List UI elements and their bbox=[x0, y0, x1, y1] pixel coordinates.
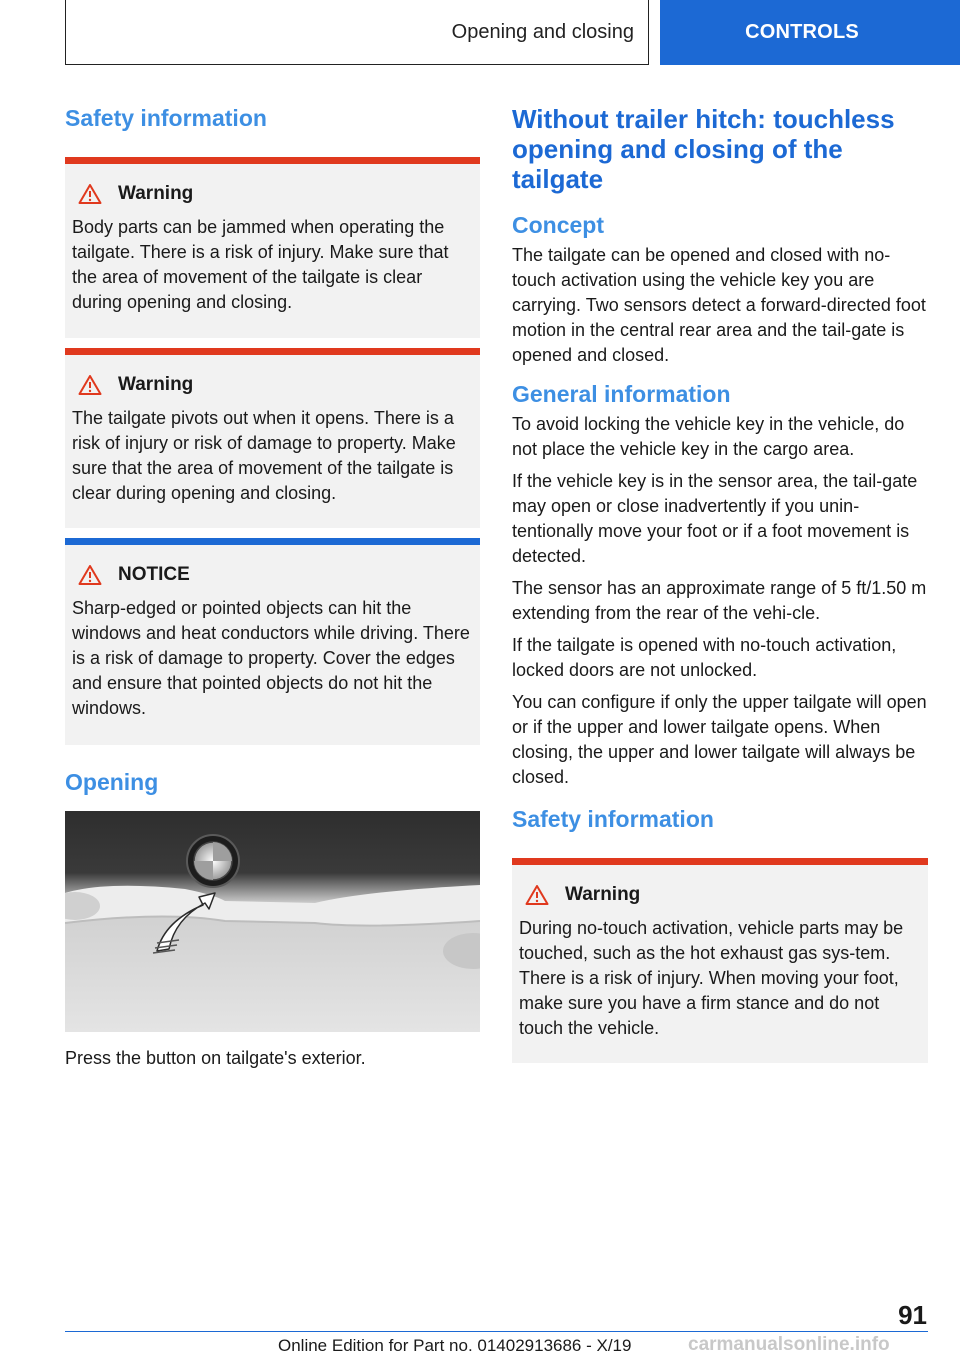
header-chapter-tab bbox=[660, 0, 960, 65]
opening-heading: Opening bbox=[65, 769, 159, 795]
footer-edition: Online Edition for Part no. 01402913686 - X/19 bbox=[278, 1336, 632, 1355]
figure-caption: Press the button on tailgate's exterior. bbox=[65, 1048, 366, 1068]
warning-box-text: Body parts can be jammed when operating the tailgate. There is a risk of injury. Make sure that the area of movement of the tailgate is clear during opening and closing. bbox=[72, 217, 449, 312]
warning-box-label: Warning bbox=[118, 374, 194, 395]
general-paragraph: If the tailgate is opened with no-touch activation, locked doors are not unlocked. bbox=[512, 635, 897, 680]
footer-divider bbox=[65, 1331, 928, 1332]
general-paragraph: You can configure if only the upper tailgate will open or if the upper and lower tailgate opens. When closing, the upper and lower tailgate will always be closed. bbox=[512, 692, 927, 787]
safety-information-heading: Safety information bbox=[512, 806, 714, 832]
warning-triangle-icon bbox=[525, 884, 549, 906]
header-section-title: Opening and closing bbox=[451, 20, 634, 43]
warning-box-title bbox=[72, 177, 473, 211]
warning-box-text: The tailgate pivots out when it opens. There is a risk of injury or risk of damage to property. Make sure that the area of movement of the tailgate is clear during opening and closing. bbox=[72, 408, 456, 503]
notice-box-bar bbox=[65, 538, 480, 545]
warning-triangle-icon bbox=[78, 374, 102, 396]
warning-box bbox=[65, 348, 480, 528]
notice-box-label: NOTICE bbox=[118, 564, 190, 585]
header-section-tab bbox=[65, 0, 649, 65]
warning-box-title bbox=[519, 878, 921, 912]
right-column bbox=[512, 100, 928, 1063]
left-column bbox=[65, 100, 480, 1071]
header-chapter-title: CONTROLS bbox=[745, 21, 859, 43]
concept-heading: Concept bbox=[512, 212, 604, 238]
warning-box-bar bbox=[65, 157, 480, 164]
warning-box bbox=[512, 858, 928, 1063]
general-paragraph: If the vehicle key is in the sensor area, the tail-gate may open or close inadvertently if you unin-tentionally move your foot or if a foot movement is detected. bbox=[512, 471, 918, 566]
touchless-opening-heading: Without trailer hitch: touchless opening and closing of the tailgate bbox=[512, 104, 895, 194]
general-paragraph: The sensor has an approximate range of 5 ft/1.50 m extending from the rear of the vehi-cle. bbox=[512, 578, 927, 623]
warning-box-text: During no-touch activation, vehicle parts may be touched, such as the hot exhaust gas sys-tem. There is a risk of injury. When moving your foot, make sure you have a firm stance and do not touch the vehicle. bbox=[519, 918, 904, 1038]
notice-box bbox=[65, 538, 480, 745]
warning-box bbox=[65, 157, 480, 338]
warning-box-bar bbox=[512, 858, 928, 865]
warning-box-label: Warning bbox=[565, 884, 641, 905]
notice-box-title bbox=[72, 558, 473, 592]
general-paragraph: To avoid locking the vehicle key in the vehicle, do not place the vehicle key in the cargo area. bbox=[512, 414, 905, 459]
tailgate-button-illustration bbox=[65, 811, 480, 1032]
warning-box-bar bbox=[65, 348, 480, 355]
warning-triangle-icon bbox=[78, 564, 102, 586]
warning-box-label: Warning bbox=[118, 183, 194, 204]
warning-triangle-icon bbox=[78, 183, 102, 205]
concept-text: The tailgate can be opened and closed with no-touch activation using the vehicle key you are carrying. Two sensors detect a forward-directed foot motion in the central rear area and the tail-gate is opened and closed. bbox=[512, 245, 926, 365]
general-information-heading: General information bbox=[512, 381, 731, 407]
safety-information-heading: Safety information bbox=[65, 105, 267, 131]
notice-box-text: Sharp-edged or pointed objects can hit the windows and heat conductors while driving. There is a risk of damage to property. Cover the edges and ensure that pointed objects do not hit the windows. bbox=[72, 598, 470, 718]
footer-watermark: carmanualsonline.info bbox=[688, 1334, 890, 1355]
warning-box-title bbox=[72, 368, 473, 402]
page-number: 91 bbox=[898, 1300, 927, 1330]
